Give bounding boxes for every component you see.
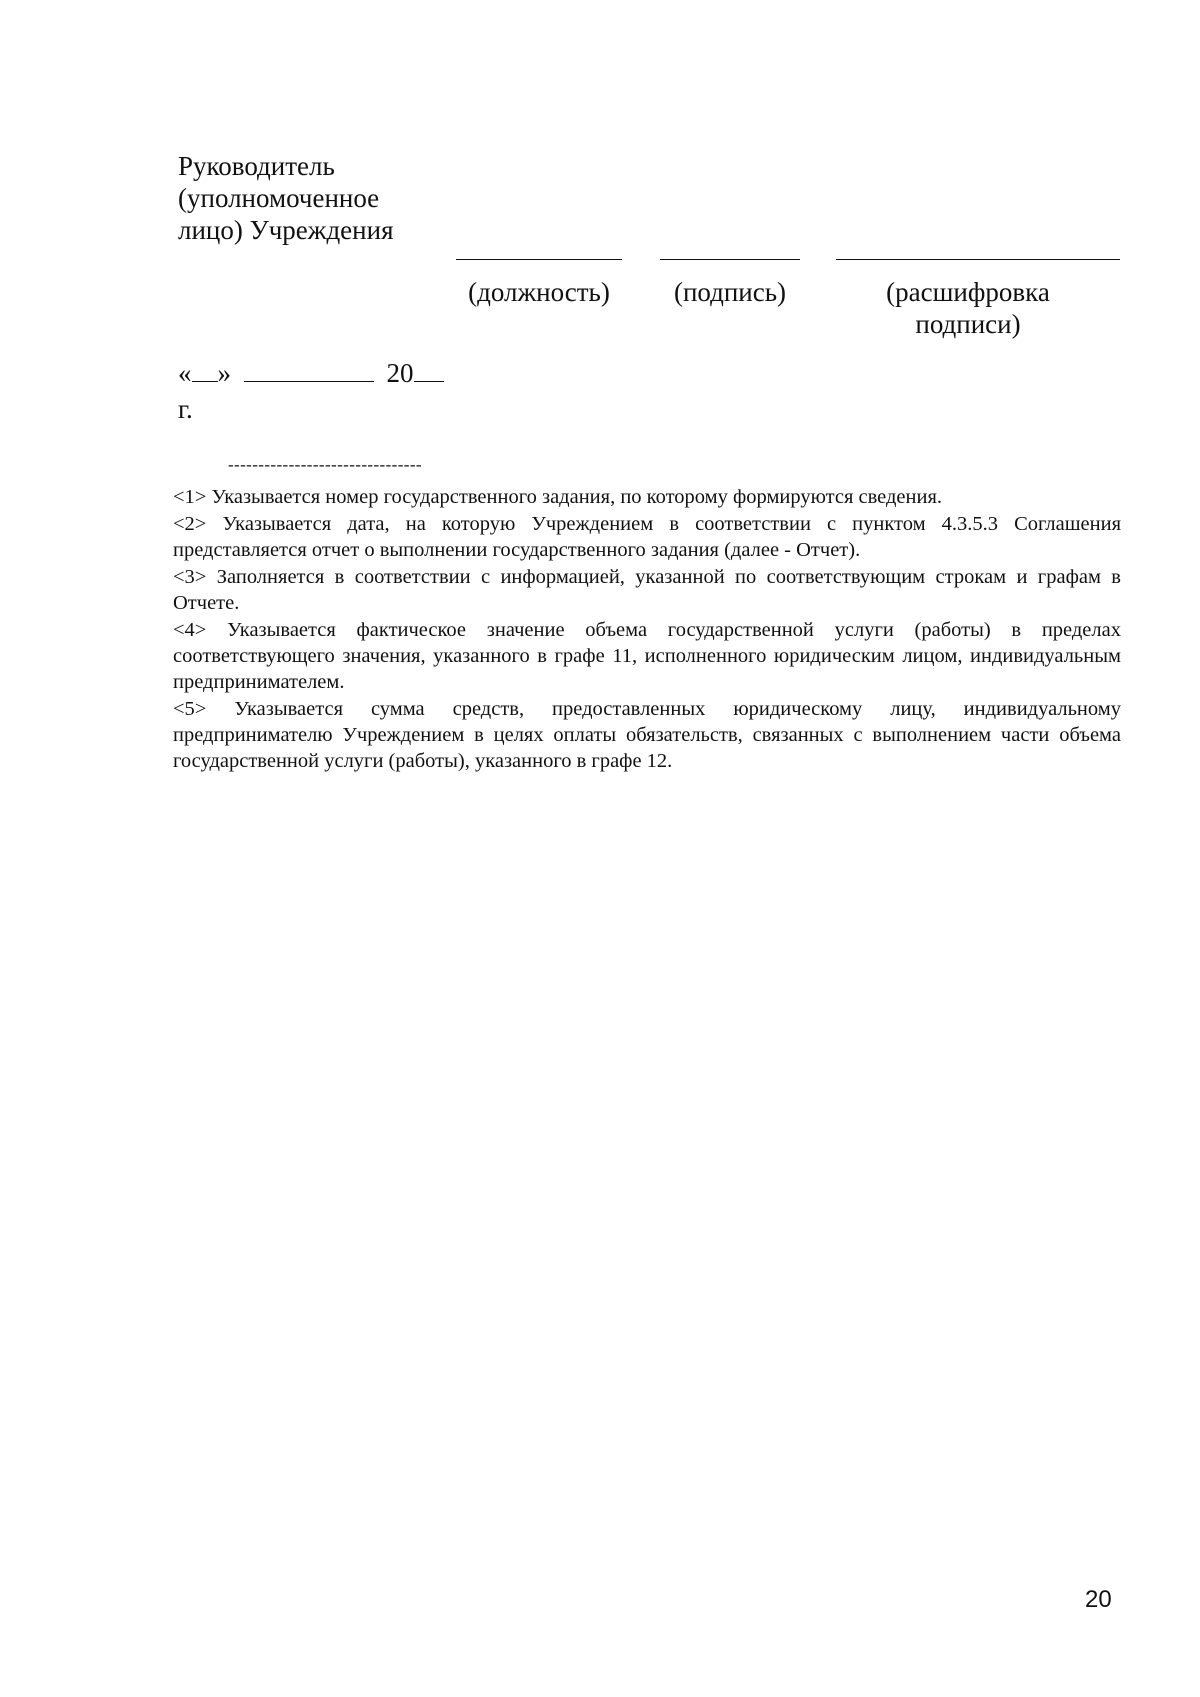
signature-caption: (подпись) — [673, 277, 787, 307]
year-suffix: г. — [178, 394, 193, 424]
year-prefix: 20 — [386, 358, 414, 388]
footnote-5: <5> Указывается сумма средств, предоставленных юридическому лицу, индивидуальному предпринимателю Учреждением в целях оплаты обязательств, связанных с выполнением части объема государственной услуги (работы), указанного в графе 12. — [173, 698, 1121, 772]
footnote-2: <2> Указывается дата, на которую Учреждением в соответствии с пунктом 4.3.5.3 Соглашения представляется отчет о выполнении государственного задания (далее - Отчет). — [173, 513, 1121, 561]
page-number: 20 — [1085, 1586, 1112, 1613]
position-line — [456, 259, 622, 260]
month-blank — [244, 359, 374, 382]
signature-line — [660, 259, 800, 260]
year-blank — [414, 359, 444, 382]
footnotes — [173, 484, 1121, 775]
date-close-quote: » — [217, 358, 231, 388]
day-blank — [192, 359, 218, 382]
position-caption: (должность) — [468, 277, 610, 307]
head-of-institution-label: Руководитель (уполномоченное лицо) Учреждения — [178, 151, 394, 245]
signature-decoding-caption: (расшифровка подписи) — [886, 277, 1050, 339]
date-line — [178, 356, 444, 390]
footnote-3: <3> Заполняется в соответствии с информацией, указанной по соответствующим строкам и графам в Отчете. — [173, 566, 1121, 614]
footnote-4: <4> Указывается фактическое значение объема государственной услуги (работы) в пределах соответствующего значения, указанного в графе 11, исполненного юридическим лицом, индивидуальным предпринимателем. — [173, 619, 1121, 693]
date-open-quote: « — [178, 358, 192, 388]
footnote-1: <1> Указывается номер государственного задания, по которому формируются сведения. — [173, 486, 943, 508]
signature-decoding-line — [836, 259, 1120, 260]
footnote-separator: -------------------------------- — [228, 455, 422, 474]
